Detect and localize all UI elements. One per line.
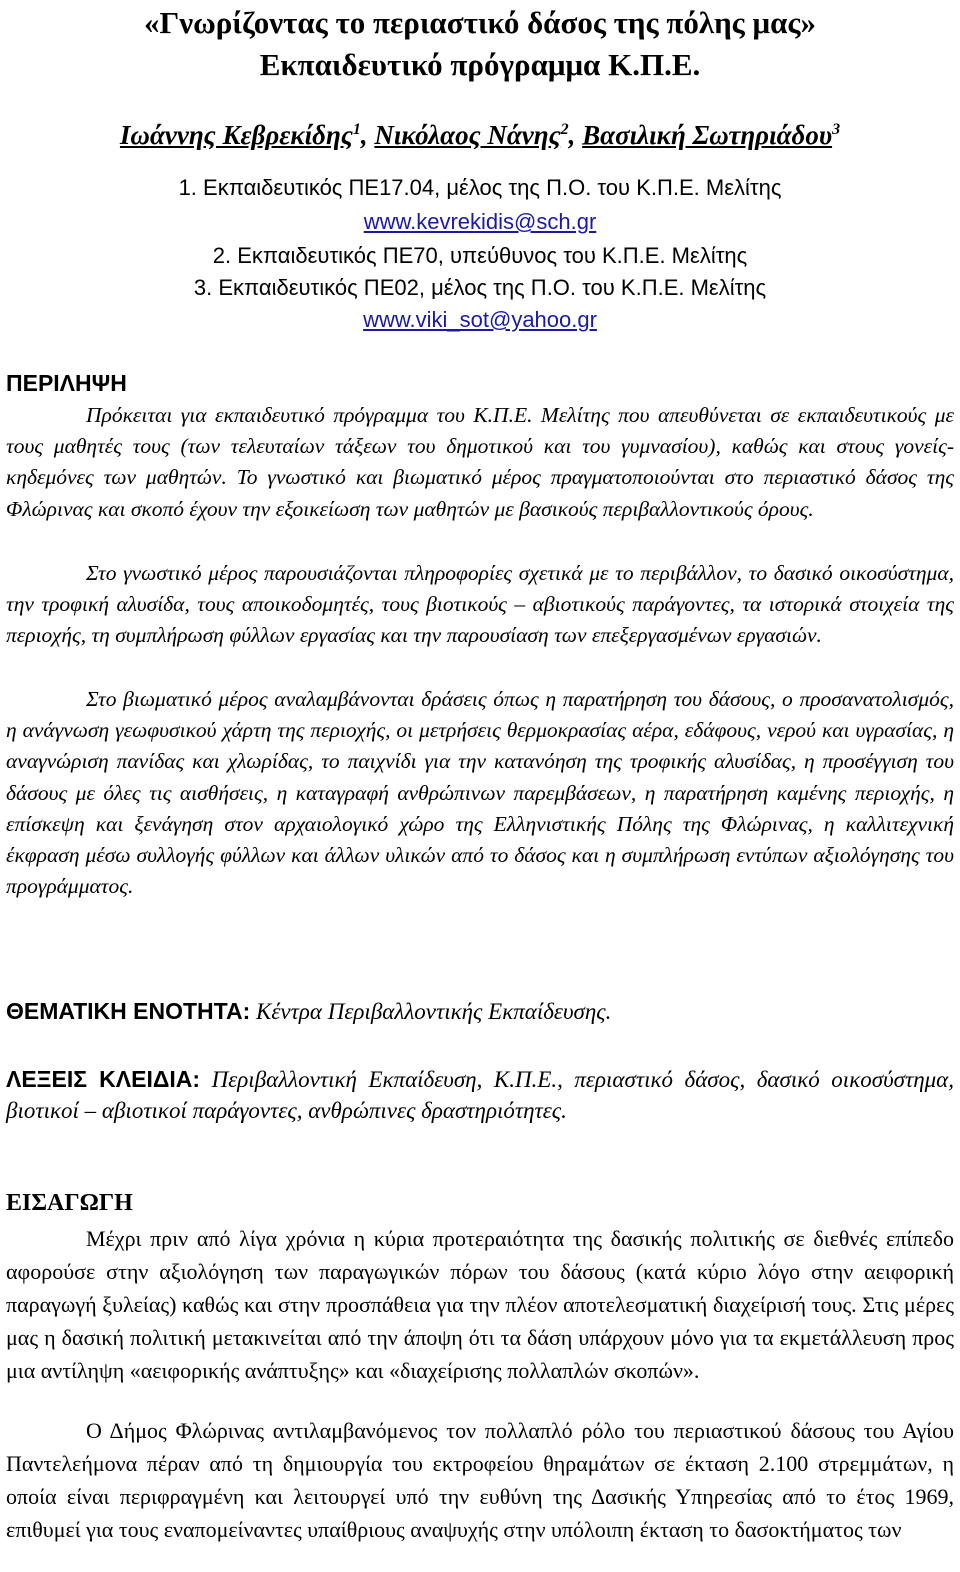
paper-title-line1: «Γνωρίζοντας το περιαστικό δάσος της πόλης μας» xyxy=(144,5,816,40)
keywords-value: Περιβαλλοντική Εκπαίδευση, Κ.Π.Ε., περιαστικό δάσος, δασικό οικοσύστημα, βιοτικοί – αβιοτικοί παράγοντες, ανθρώπινες δραστηριότητες. xyxy=(6,1067,954,1123)
affiliation-3: 3. Εκπαιδευτικός ΠΕ02, μέλος της Π.Ο. του Κ.Π.Ε. Μελίτης xyxy=(193,275,767,300)
abstract-paragraph-3-text: Στο βιωματικό μέρος αναλαμβάνονται δράσεις όπως η παρατήρηση του δάσους, ο προσανατολισμός, η ανάγνωση γεωφυσικού χάρτη της περιοχής, οι μετρήσεις θερμοκρασίας αέρα, εδάφους, νερού και υγρασίας, η αναγνώριση πανίδας και χλωρίδας, το παιχνίδι για την κατανόηση της τροφικής αλυσίδας, η προσέγγιση του δάσους με όλες τις αισθήσεις, η καταγραφή ανθρώπινων παρεμβάσεων, η παρατήρηση καμένης περιοχής, η επίσκεψη και ξενάγηση στον αρχαιολογικό χώρο της Ελληνιστικής Πόλης της Φλώρινας, η καλλιτεχνική έκφραση μέσω συλλογής φύλλων και άλλων υλικών από το δάσος και η συμπλήρωση εντύπων αξιολόγησης του προγράμματος. xyxy=(6,687,954,899)
author-name-2: Νικόλαος Νάνης xyxy=(374,120,561,150)
author-list xyxy=(0,110,960,155)
author-affiliation-mark-1: 1 xyxy=(352,121,361,138)
affiliation-2: 2. Εκπαιδευτικός ΠΕ70, υπεύθυνος του Κ.Π.Ε. Μελίτης xyxy=(212,243,748,268)
abstract-paragraph-2 xyxy=(6,558,954,652)
thematic-unit-label: ΘΕΜΑΤΙΚΗ ΕΝΟΤΗΤΑ: xyxy=(6,998,251,1024)
introduction-paragraph-2-text: Ο Δήμος Φλώρινας αντιλαμβανόμενος τον πολλαπλό ρόλο του περιαστικού δάσους του Αγίου Παντελεήμονα πέραν από τη δημιουργία του εκτροφείου θηραμάτων σε έκταση 2.100 στρεμμάτων, η οποία είναι περιφραγμένη και λειτουργεί υπό την ευθύνη της Δασικής Υπηρεσίας από το έτος 1969, επιθυμεί για τους εναπομείναντες υπαίθριους αναψυχής στην υπόλοιπη έκταση το δασοκτήματος των xyxy=(6,1418,954,1542)
introduction-paragraph-1-text: Μέχρι πριν από λίγα χρόνια η κύρια προτεραιότητα της δασικής πολιτικής σε διεθνές επίπεδο αφορούσε στην αξιολόγηση των παραγωγικών πόρων του δάσους (κατά κύριο λόγο στην αειφορική παραγωγή ξυλείας) καθώς και στην προσπάθεια για την πλέον αποτελεσματική διαχείρισή τους. Στις μέρες μας η δασική πολιτική μετακινείται από την άποψη ότι τα δάση υπάρχουν μόνο για τα εκμετάλλευση προς μια αντίληψη «αειφορικής ανάπτυξης» και «διαχείρισης πολλαπλών σκοπών». xyxy=(6,1226,954,1383)
abstract-paragraph-1 xyxy=(6,400,954,525)
affiliation-1-link-line xyxy=(0,206,960,238)
author-separator: , xyxy=(360,120,375,150)
thematic-unit xyxy=(6,996,954,1027)
affiliation-1-link[interactable]: www.kevrekidis@sch.gr xyxy=(363,209,597,234)
abstract-heading: ΠΕΡΙΛΗΨΗ xyxy=(6,370,127,396)
introduction-paragraph-1 xyxy=(6,1222,954,1387)
abstract-paragraph-2-text: Στο γνωστικό μέρος παρουσιάζονται πληροφορίες σχετικά με το περιβάλλον, το δασικό οικοσύστημα, την τροφική αλυσίδα, τους αποικοδομητές, τους βιοτικούς – αβιοτικούς παράγοντες, τα ιστορικά στοιχεία της περιοχής, τη συμπλήρωση φύλλων εργασίας και την παρουσίαση των επεξεργασμένων εργασιών. xyxy=(6,561,954,648)
keywords xyxy=(6,1064,954,1126)
introduction-heading: ΕΙΣΑΓΩΓΗ xyxy=(6,1190,133,1216)
introduction-paragraph-2 xyxy=(6,1414,954,1546)
affiliation-3-link[interactable]: www.viki_sot@yahoo.gr xyxy=(363,307,597,332)
keywords-label: ΛΕΞΕΙΣ ΚΛΕΙΔΙΑ: xyxy=(6,1066,201,1092)
author-affiliation-mark-2: 2 xyxy=(560,121,569,138)
author-separator: , xyxy=(568,120,583,150)
author-affiliation-mark-3: 3 xyxy=(832,121,841,138)
affiliation-3-link-line xyxy=(0,304,960,336)
affiliation-1: 1. Εκπαιδευτικός ΠΕ17.04, μέλος της Π.Ο. του Κ.Π.Ε. Μελίτης xyxy=(178,175,782,200)
author-name-1: Ιωάννης Κεβρεκίδης xyxy=(119,120,353,150)
abstract-paragraph-1-text: Πρόκειται για εκπαιδευτικό πρόγραμμα του Κ.Π.Ε. Μελίτης που απευθύνεται σε εκπαιδευτικούς με τους μαθητές τους (των τελευταίων τάξεων του δημοτικού και του γυμνασίου), καθώς και στους γονείς-κηδεμόνες των μαθητών. Το γνωστικό και βιωματικό μέρος πραγματοποιούνται στο περιαστικό δάσος της Φλώρινας και σκοπό έχουν την εξοικείωση των μαθητών με βασικούς περιβαλλοντικούς όρους. xyxy=(6,403,954,521)
paper-title-line2: Εκπαιδευτικό πρόγραμμα Κ.Π.Ε. xyxy=(259,47,701,82)
abstract-paragraph-3 xyxy=(6,684,954,902)
author-name-3: Βασιλική Σωτηριάδου xyxy=(582,120,833,150)
thematic-unit-value: Κέντρα Περιβαλλοντικής Εκπαίδευσης. xyxy=(256,999,612,1024)
